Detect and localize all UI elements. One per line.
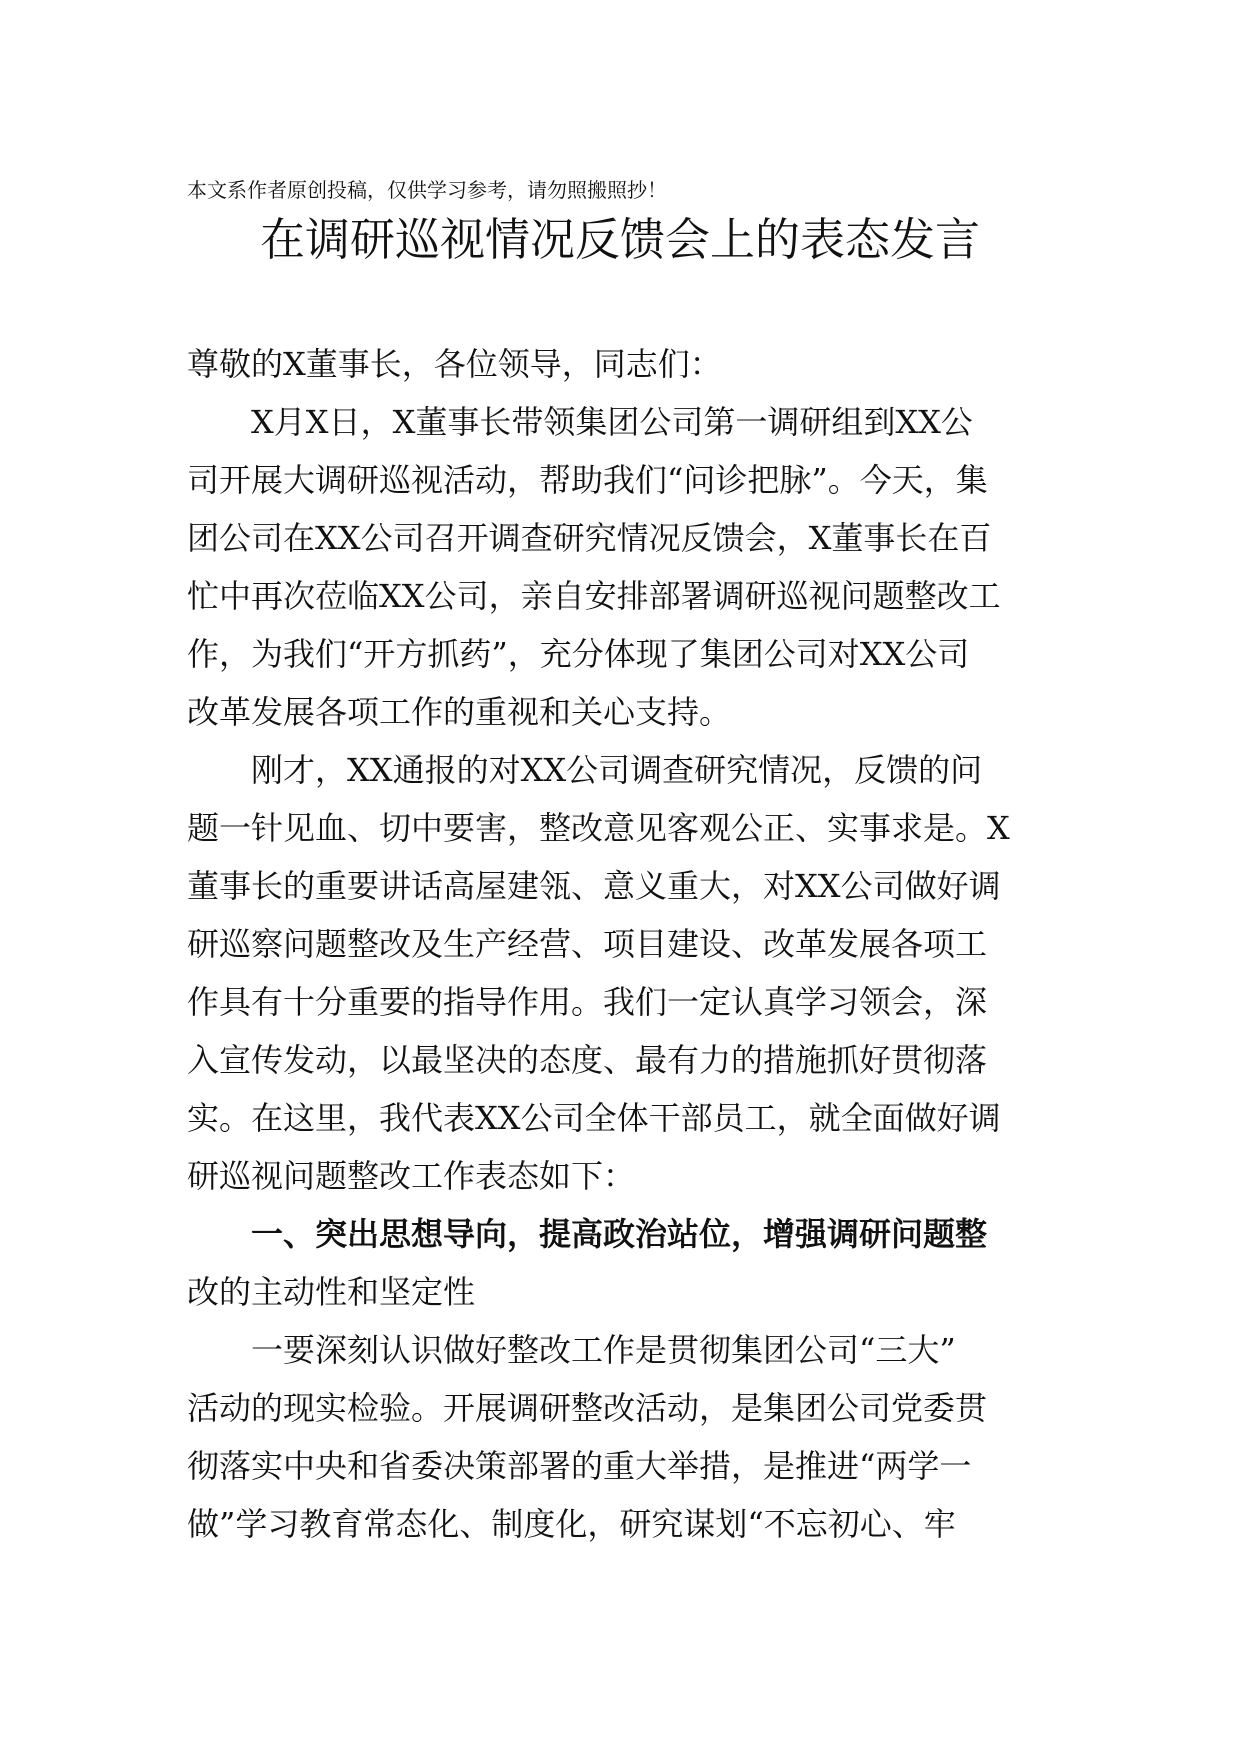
paragraph-line: 活动的现实检验。开展调研整改活动，是集团公司党委贯 <box>187 1389 988 1427</box>
paragraph-line: 改革发展各项工作的重视和关心支持。 <box>187 693 732 731</box>
paragraph-line: 题一针见血、切中要害，整改意见客观公正、实事求是。X <box>187 809 1010 847</box>
paragraph-line: 刚才，XX通报的对XX公司调查研究情况，反馈的问 <box>251 751 983 789</box>
paragraph-line: 一要深刻认识做好整改工作是贯彻集团公司“三大” <box>251 1331 956 1369</box>
paragraph-line: 作具有十分重要的指导作用。我们一定认真学习领会，深 <box>187 983 988 1021</box>
paragraph-line: 董事长的重要讲话高屋建瓴、意义重大，对XX公司做好调 <box>187 867 1001 905</box>
paragraph-line: 作，为我们“开方抓药”，充分体现了集团公司对XX公司 <box>187 635 970 673</box>
paragraph-line: 研巡视问题整改工作表态如下： <box>187 1157 636 1195</box>
paragraph-line: 团公司在XX公司召开调查研究情况反馈会，X董事长在百 <box>187 519 992 557</box>
page-title: 在调研巡视情况反馈会上的表态发言 <box>259 213 980 266</box>
paragraph-line: 彻落实中央和省委决策部署的重大举措，是推进“两学一 <box>187 1447 972 1485</box>
salutation: 尊敬的X董事长，各位领导，同志们： <box>187 345 722 383</box>
section-heading: 一、突出思想导向，提高政治站位，增强调研问题整 <box>251 1215 988 1253</box>
paragraph-line: 忙中再次莅临XX公司，亲自安排部署调研巡视问题整改工 <box>187 577 1001 615</box>
copyright-notice: 本文系作者原创投稿，仅供学习参考，请勿照搬照抄！ <box>187 178 667 202</box>
paragraph-line: 实。在这里，我代表XX公司全体干部员工，就全面做好调 <box>187 1099 1001 1137</box>
section-heading-continued: 改的主动性和坚定性 <box>187 1273 476 1311</box>
document-body <box>187 335 1053 1553</box>
paragraph-line: 研巡察问题整改及生产经营、项目建设、改革发展各项工 <box>187 925 988 963</box>
paragraph-line: 入宣传发动，以最坚决的态度、最有力的措施抓好贯彻落 <box>187 1041 988 1079</box>
paragraph-line: 做”学习教育常态化、制度化，研究谋划“不忘初心、牢 <box>187 1505 956 1543</box>
paragraph-line: X月X日，X董事长带领集团公司第一调研组到XX公 <box>251 403 973 441</box>
paragraph-line: 司开展大调研巡视活动，帮助我们“问诊把脉”。今天，集 <box>187 461 988 499</box>
